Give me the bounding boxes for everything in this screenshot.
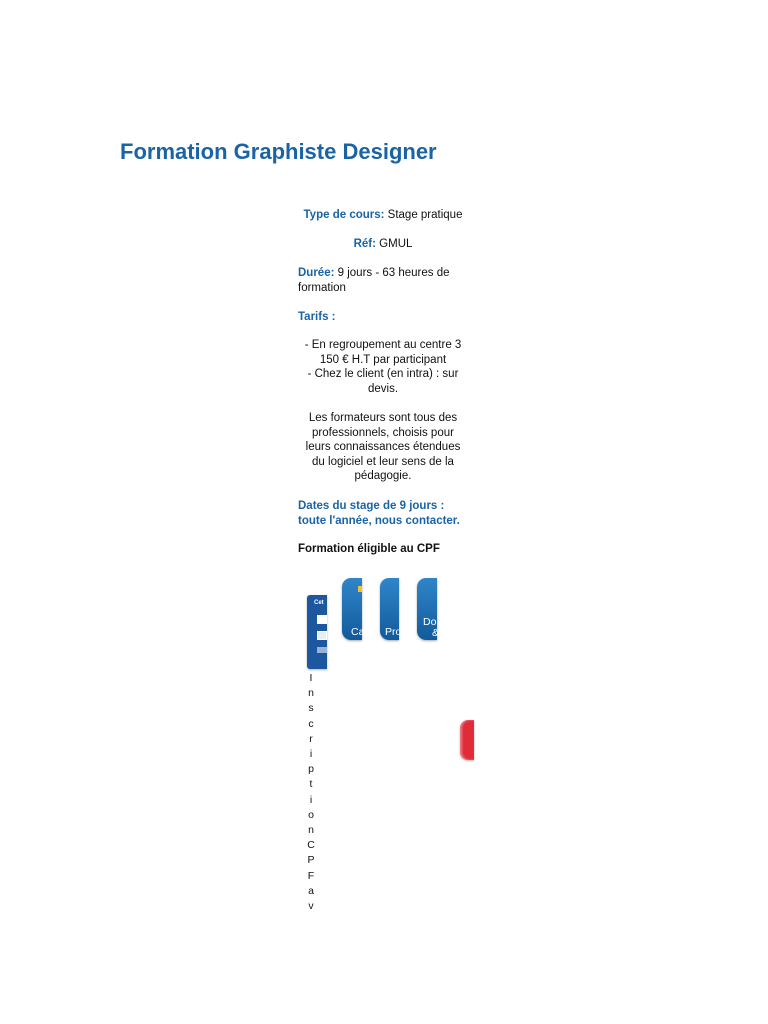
tarif-line: devis. <box>367 382 399 395</box>
reference-label: Réf: <box>353 238 376 250</box>
tile-label: Pro <box>385 626 402 638</box>
tarif-line: 150 € H.T par participant <box>319 353 447 366</box>
formateurs-line: professionnels, choisis pour <box>312 426 454 439</box>
vertical-char: n <box>308 687 314 700</box>
vertical-inscription-text <box>306 671 316 914</box>
tile-button-2[interactable] <box>380 578 402 640</box>
course-type-value: Stage pratique <box>384 209 463 221</box>
vertical-char: o <box>308 808 314 821</box>
reference <box>298 237 468 252</box>
badge-box-icon <box>317 631 327 640</box>
tile-button-3[interactable] <box>417 578 440 640</box>
duration <box>298 266 468 295</box>
formateurs-line: Les formateurs sont tous des <box>308 412 458 424</box>
page-title: Formation Graphiste Designer <box>120 139 437 164</box>
formateurs-paragraph <box>298 411 468 484</box>
duration-value-line2: formation <box>298 281 346 294</box>
reference-value: GMUL <box>375 238 413 250</box>
vertical-char: I <box>309 672 313 684</box>
tile-label-line1: Do <box>423 616 437 628</box>
vertical-char: a <box>308 884 314 897</box>
tarifs-list <box>298 338 468 396</box>
vertical-char: P <box>307 854 315 867</box>
duration-value-line1: 9 jours - 63 heures de <box>334 267 450 279</box>
vertical-char: n <box>308 824 314 837</box>
vertical-char: i <box>309 793 313 806</box>
tarifs-heading: Tarifs : <box>298 311 336 323</box>
vertical-char: v <box>308 900 314 913</box>
dates-line1: Dates du stage de 9 jours : <box>298 500 445 512</box>
formateurs-line: leurs connaissances étendues <box>305 441 461 454</box>
vertical-char: C <box>307 839 315 852</box>
tile-label-line2: & <box>432 627 440 639</box>
vertical-char: p <box>308 763 314 776</box>
vertical-char: c <box>308 717 314 730</box>
formateurs-line: du logiciel et leur sens de la <box>312 455 454 468</box>
vertical-char: s <box>308 702 314 715</box>
course-type <box>298 208 468 223</box>
vertical-char: F <box>307 869 315 882</box>
tile-mark-icon <box>358 586 362 592</box>
badge-box-icon <box>317 615 327 624</box>
vertical-char: r <box>309 732 313 745</box>
duration-label: Durée: <box>298 267 335 279</box>
dates-info <box>298 499 478 528</box>
tile-label: Ca <box>351 626 365 638</box>
badge-caption: Cet <box>314 600 324 606</box>
dates-line2: toute l'année, nous contacter. <box>298 514 460 527</box>
vertical-char: i <box>309 748 313 761</box>
tarif-line: - En regroupement au centre 3 <box>304 339 462 351</box>
cpf-eligibility: Formation éligible au CPF <box>298 543 440 555</box>
course-type-label: Type de cours: <box>303 209 385 221</box>
badge-bar-icon <box>317 647 327 653</box>
cpf-badge-widget[interactable] <box>307 595 327 669</box>
red-tab-button[interactable] <box>460 720 474 760</box>
tarif-line: - Chez le client (en intra) : sur <box>307 368 459 381</box>
vertical-char: t <box>309 778 313 791</box>
tile-button-1[interactable] <box>342 578 365 640</box>
formateurs-line: pédagogie. <box>354 470 412 483</box>
